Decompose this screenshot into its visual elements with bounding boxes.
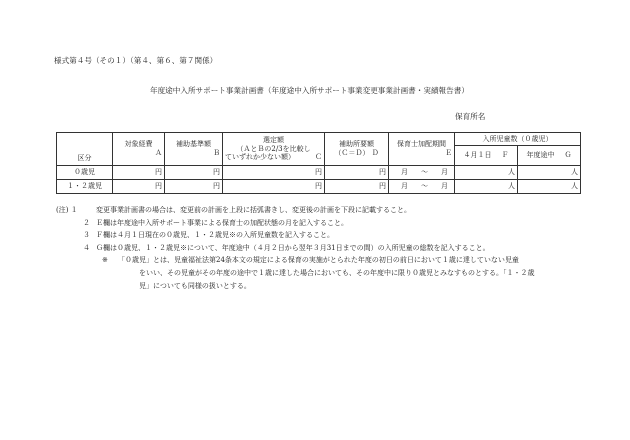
header-selected-amount: 選定額 （ＡとＢの2/3を比較し ていずれか少ない額） Ｃ [223,133,325,166]
person-unit: 人 [518,166,581,180]
note-item: ２ Ｅ欄は年度途中入所サポート事業による保育士の加配状態の月を記入すること。 [83,218,348,227]
header-category: 区分 [57,133,113,166]
yen-unit: 円 [165,180,223,194]
header-required-subsidy: 補助所要額 （Ｃ＝Ｄ） Ｄ [325,133,389,166]
note-item: ４ Ｇ欄は０歳児、１・２歳児※について、年度途中（４月２日から翌年３月31日までの間）の入所児童の総数を記入すること。 [83,243,490,252]
document-title: 年度途中入所サポート事業計画書（年度途中入所サポート事業変更事業計画書・実績報告書） [150,86,469,95]
note-item: ３ Ｆ欄は４月１日現在の０歳児、１・２歳児※の入所児童数を記入すること。 [83,231,334,240]
yen-unit: 円 [223,180,325,194]
header-target-cost: 対象経費 Ａ [113,133,165,166]
yen-unit: 円 [223,166,325,180]
person-unit: 人 [455,180,518,194]
row-label: ０歳児 [57,166,113,180]
month-range: 月 ～ 月 [389,166,455,180]
row-label: １・２歳児 [57,180,113,194]
yen-unit: 円 [113,180,165,194]
asterisk-mark: ※ [102,256,108,265]
person-unit: 人 [455,166,518,180]
yen-unit: 円 [325,180,389,194]
month-range: 月 ～ 月 [389,180,455,194]
header-enrolled-children: 入所児童数（０歳児） [455,133,581,146]
person-unit: 人 [518,180,581,194]
header-apr1: ４月１日 Ｆ [455,146,518,166]
yen-unit: 円 [113,166,165,180]
yen-unit: 円 [325,166,389,180]
plan-table [56,132,581,194]
header-midyear: 年度途中 Ｇ [518,146,581,166]
yen-unit: 円 [165,166,223,180]
notes-section [56,204,586,292]
note-item: (注) １ 変更事業計画書の場合は、変更前の計画を上段に括弧書きし、変更後の計画を下段に記載すること。 [56,206,411,214]
header-staff-period: 保育士加配期間 Ｅ [389,133,455,166]
facility-name-label: 保育所名 [455,112,486,121]
table-row [57,166,581,180]
table-row [57,180,581,194]
header-subsidy-base: 補助基準額 Ｂ [165,133,223,166]
footnote-star: ※ 「０歳児」とは、児童福祉法第24条本文の規定による保育の実施がとられた年度の初日の前日において１歳に達していない児童 をいい、その児童がその年度の途中で１歳に達した場合においても、その年度中に限り０歳児とみなすものとする。「１・２歳 児」についても同様の扱いとする。 [102,256,535,290]
form-number: 様式第４号（その１）（第４、第６、第７関係） [54,56,218,65]
